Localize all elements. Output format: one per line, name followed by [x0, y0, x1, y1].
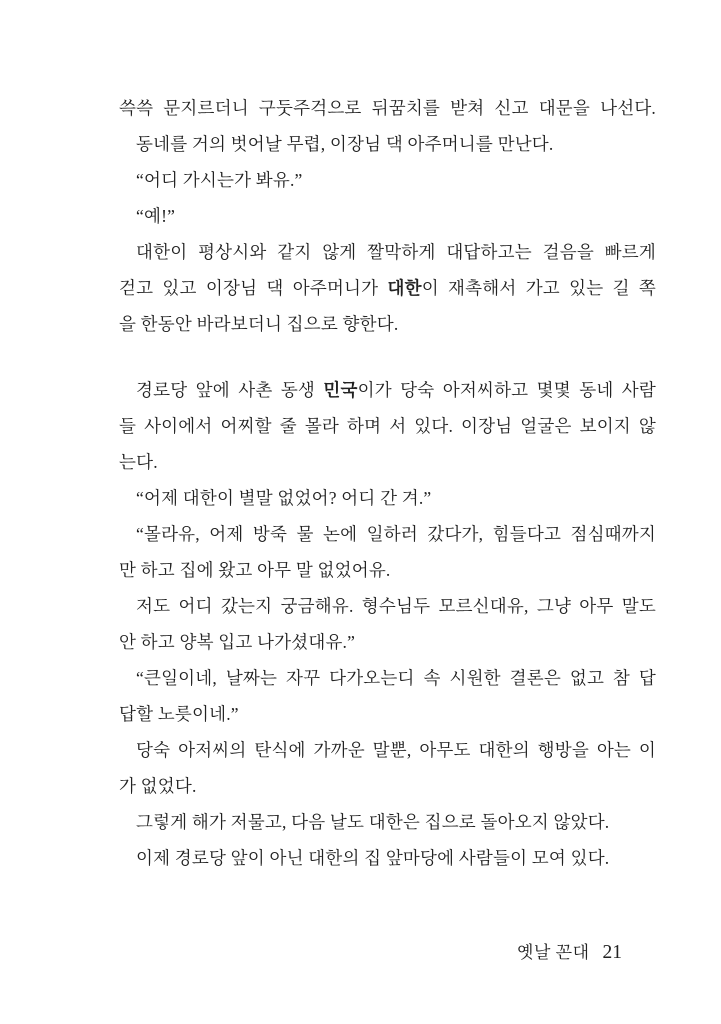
page-footer [517, 938, 622, 964]
text-segment: 대한이 평상시와 같지 않게 짤막하게 대답하고는 걸음을 빠르게 [136, 242, 656, 262]
text-line [119, 408, 656, 444]
text-segment: 답할 노릇이네.” [119, 704, 239, 724]
text-line [119, 552, 656, 588]
text-segment: 이 재촉해서 가고 있는 길 쪽 [421, 278, 656, 298]
text-line [119, 480, 656, 516]
text-line [119, 840, 656, 876]
running-title: 옛날 꼰대 [517, 943, 590, 962]
text-segment: 안 하고 양복 입고 나가셨대유.” [119, 632, 356, 652]
text-line [119, 162, 656, 198]
text-segment: 저도 어디 갔는지 궁금해유. 형수님두 모르신대유, 그냥 아무 말도 [136, 596, 656, 616]
text-segment: 동네를 거의 벗어날 무렵, 이장님 댁 아주머니를 만난다. [136, 134, 554, 154]
page-number: 21 [602, 942, 622, 963]
text-segment: “어제 대한이 별말 없었어? 어디 간 겨.” [136, 488, 432, 508]
text-line [119, 804, 656, 840]
text-segment: 들 사이에서 어찌할 줄 몰라 하며 서 있다. 이장님 얼굴은 보이지 않 [119, 416, 656, 436]
text-line [119, 306, 656, 342]
text-segment: 경로당 앞에 사촌 동생 [136, 380, 324, 400]
text-line [119, 234, 656, 270]
text-line [119, 372, 656, 408]
text-segment: 가 없었다. [119, 776, 197, 796]
text-line [119, 90, 656, 126]
text-segment: “큰일이네, 날짜는 자꾸 다가오는디 속 시원한 결론은 없고 참 답 [136, 668, 656, 688]
character-name-bold: 대한 [387, 278, 422, 298]
text-line [119, 624, 656, 660]
text-line [119, 444, 656, 480]
text-line [119, 660, 656, 696]
text-segment: 당숙 아저씨의 탄식에 가까운 말뿐, 아무도 대한의 행방을 아는 이 [136, 740, 656, 760]
body-text [119, 90, 656, 876]
text-segment: “예!” [136, 206, 176, 226]
text-segment: 만 하고 집에 왔고 아무 말 없었어유. [119, 560, 391, 580]
text-line [119, 768, 656, 804]
text-line [119, 270, 656, 306]
text-line [119, 696, 656, 732]
text-line [119, 732, 656, 768]
text-line [119, 198, 656, 234]
text-segment: “몰라유, 어제 방죽 물 논에 일하러 갔다가, 힘들다고 점심때까지 [136, 524, 656, 544]
text-segment: “어디 가시는가 봐유.” [136, 170, 303, 190]
text-line [119, 126, 656, 162]
text-segment: 쓱쓱 문지르더니 구둣주걱으로 뒤꿈치를 받쳐 신고 대문을 나선다. [119, 98, 656, 118]
text-segment: 을 한동안 바라보더니 집으로 향한다. [119, 314, 399, 334]
text-segment: 그렇게 해가 저물고, 다음 날도 대한은 집으로 돌아오지 않았다. [136, 812, 610, 832]
text-segment: 이제 경로당 앞이 아닌 대한의 집 앞마당에 사람들이 모여 있다. [136, 848, 610, 868]
text-segment: 는다. [119, 452, 158, 472]
text-line [119, 516, 656, 552]
character-name-bold: 민국 [323, 380, 358, 400]
text-line [119, 588, 656, 624]
text-segment: 걷고 있고 이장님 댁 아주머니가 [119, 278, 388, 298]
text-segment: 이가 당숙 아저씨하고 몇몇 동네 사람 [357, 380, 656, 400]
